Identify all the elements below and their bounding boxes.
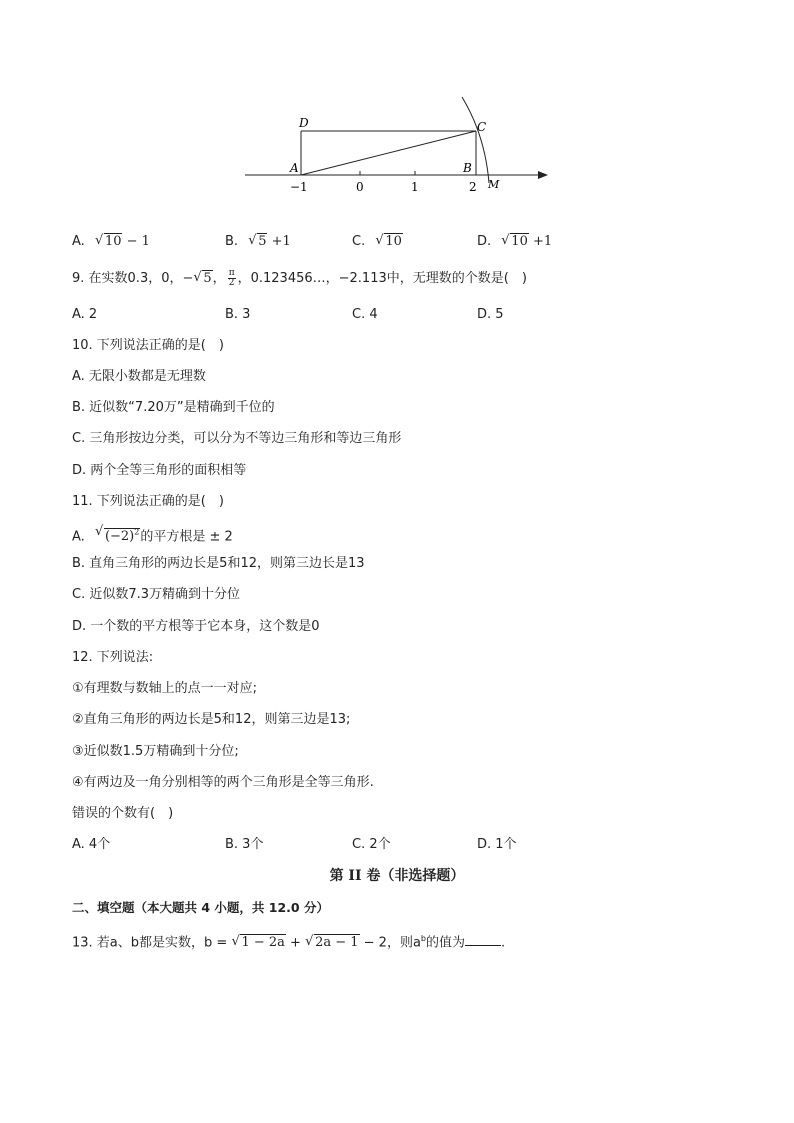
q9-prefix: 9. 在实数0.3，0， bbox=[72, 271, 183, 286]
q13-suffix: 的值为 bbox=[426, 935, 466, 951]
q8-option-d[interactable] bbox=[477, 233, 552, 251]
q11-option-d[interactable]: D. 一个数的平方根等于它本身，这个数是0 bbox=[72, 619, 320, 634]
q13-prefix: 13. 若a、b都是实数，b = bbox=[72, 935, 232, 951]
number-line-figure bbox=[240, 95, 560, 205]
axis-arrow bbox=[538, 171, 548, 179]
q12-option-b[interactable]: B. 3个 bbox=[225, 837, 264, 852]
section-subtitle: 二、填空题（本大题共 4 小题，共 12.0 分） bbox=[72, 900, 329, 915]
q10-stem: 10. 下列说法正确的是( ) bbox=[72, 338, 224, 353]
q12-question: 错误的个数有( ) bbox=[72, 806, 174, 821]
q12-option-d[interactable]: D. 1个 bbox=[477, 837, 517, 852]
radicand: 10 bbox=[385, 234, 402, 249]
label-C: C bbox=[477, 120, 487, 134]
q8-option-c[interactable] bbox=[352, 233, 403, 251]
q13-minus: − 2，则a bbox=[359, 935, 421, 951]
q12-stem: 12. 下列说法: bbox=[72, 650, 154, 665]
radicand: (−2) bbox=[104, 529, 135, 545]
q12-option-c[interactable]: C. 2个 bbox=[352, 837, 391, 852]
tick-label: −1 bbox=[290, 180, 308, 194]
q11-option-a[interactable] bbox=[72, 524, 233, 546]
option-letter: C. bbox=[352, 234, 366, 249]
segment-AC bbox=[301, 131, 476, 175]
q13-radicand-2: 2a − 1 bbox=[315, 935, 359, 951]
q13-plus: + bbox=[285, 935, 306, 951]
answer-blank[interactable] bbox=[465, 933, 501, 946]
q9-option-b[interactable]: B. 3 bbox=[225, 307, 251, 322]
q10-option-b[interactable]: B. 近似数“7.20万”是精确到千位的 bbox=[72, 400, 275, 415]
tick-label: 2 bbox=[469, 180, 477, 194]
q9-radicand: 5 bbox=[203, 271, 212, 286]
label-D: D bbox=[299, 116, 309, 130]
q13-stem bbox=[72, 930, 505, 952]
q11-option-c[interactable]: C. 近似数7.3万精确到十分位 bbox=[72, 587, 241, 602]
option-letter: D. bbox=[477, 234, 492, 249]
q10-option-a[interactable]: A. 无限小数都是无理数 bbox=[72, 369, 206, 384]
q12-item-2: ②直角三角形的两边长是5和12，则第三边是13; bbox=[72, 712, 351, 727]
q9-option-d[interactable]: D. 5 bbox=[477, 307, 504, 322]
q12-item-4: ④有两边及一角分别相等的两个三角形是全等三角形. bbox=[72, 775, 374, 790]
q11-option-b[interactable]: B. 直角三角形的两边长是5和12，则第三边长是13 bbox=[72, 556, 365, 571]
q9-option-c[interactable]: C. 4 bbox=[352, 307, 378, 322]
q13-end: . bbox=[501, 935, 506, 951]
q13-radicand-1: 1 − 2a bbox=[241, 935, 285, 951]
radicand: 10 bbox=[511, 234, 528, 249]
q10-option-d[interactable]: D. 两个全等三角形的面积相等 bbox=[72, 463, 247, 478]
q12-item-1: ①有理数与数轴上的点一一对应; bbox=[72, 681, 258, 696]
q12-item-3: ③近似数1.5万精确到十分位; bbox=[72, 744, 239, 759]
option-letter: A. bbox=[72, 234, 85, 249]
tick-label: 1 bbox=[411, 180, 419, 194]
radicand: 10 bbox=[104, 234, 122, 249]
q12-option-a[interactable]: A. 4个 bbox=[72, 837, 111, 852]
q13-exponent: b bbox=[420, 934, 426, 943]
option-letter: A. bbox=[72, 529, 85, 545]
radicand: 5 bbox=[258, 234, 267, 249]
option-letter: B. bbox=[225, 234, 239, 249]
q11-stem: 11. 下列说法正确的是( ) bbox=[72, 494, 224, 509]
label-B: B bbox=[463, 161, 472, 175]
tick-label: 0 bbox=[356, 180, 364, 194]
q9-fraction: $\frac{\pi}{2}$ bbox=[228, 268, 235, 288]
q8-option-b[interactable] bbox=[225, 233, 291, 251]
q9-neg: − bbox=[182, 271, 194, 286]
label-M: M bbox=[488, 178, 500, 191]
exponent: 2 bbox=[134, 528, 140, 537]
option-rest: +1 bbox=[271, 234, 291, 249]
q8-option-a[interactable] bbox=[72, 233, 150, 251]
option-rest: 的平方根是 ± 2 bbox=[140, 529, 233, 545]
q9-option-a[interactable]: A. 2 bbox=[72, 307, 98, 322]
section-title: 第 II 卷（非选择题） bbox=[329, 868, 465, 884]
q10-option-c[interactable]: C. 三角形按边分类，可以分为不等边三角形和等边三角形 bbox=[72, 431, 402, 446]
option-rest: − 1 bbox=[126, 234, 150, 249]
option-rest: +1 bbox=[532, 234, 553, 249]
q9-stem: 9. 在实数0.3，0，−√ 5， $\frac{\pi}{2}$ ，0.123456…，−2.113中，无理数的个数是( ) bbox=[72, 269, 527, 288]
q9-suffix: ，0.123456…，−2.113中，无理数的个数是( ) bbox=[237, 271, 527, 286]
label-A: A bbox=[290, 161, 299, 175]
